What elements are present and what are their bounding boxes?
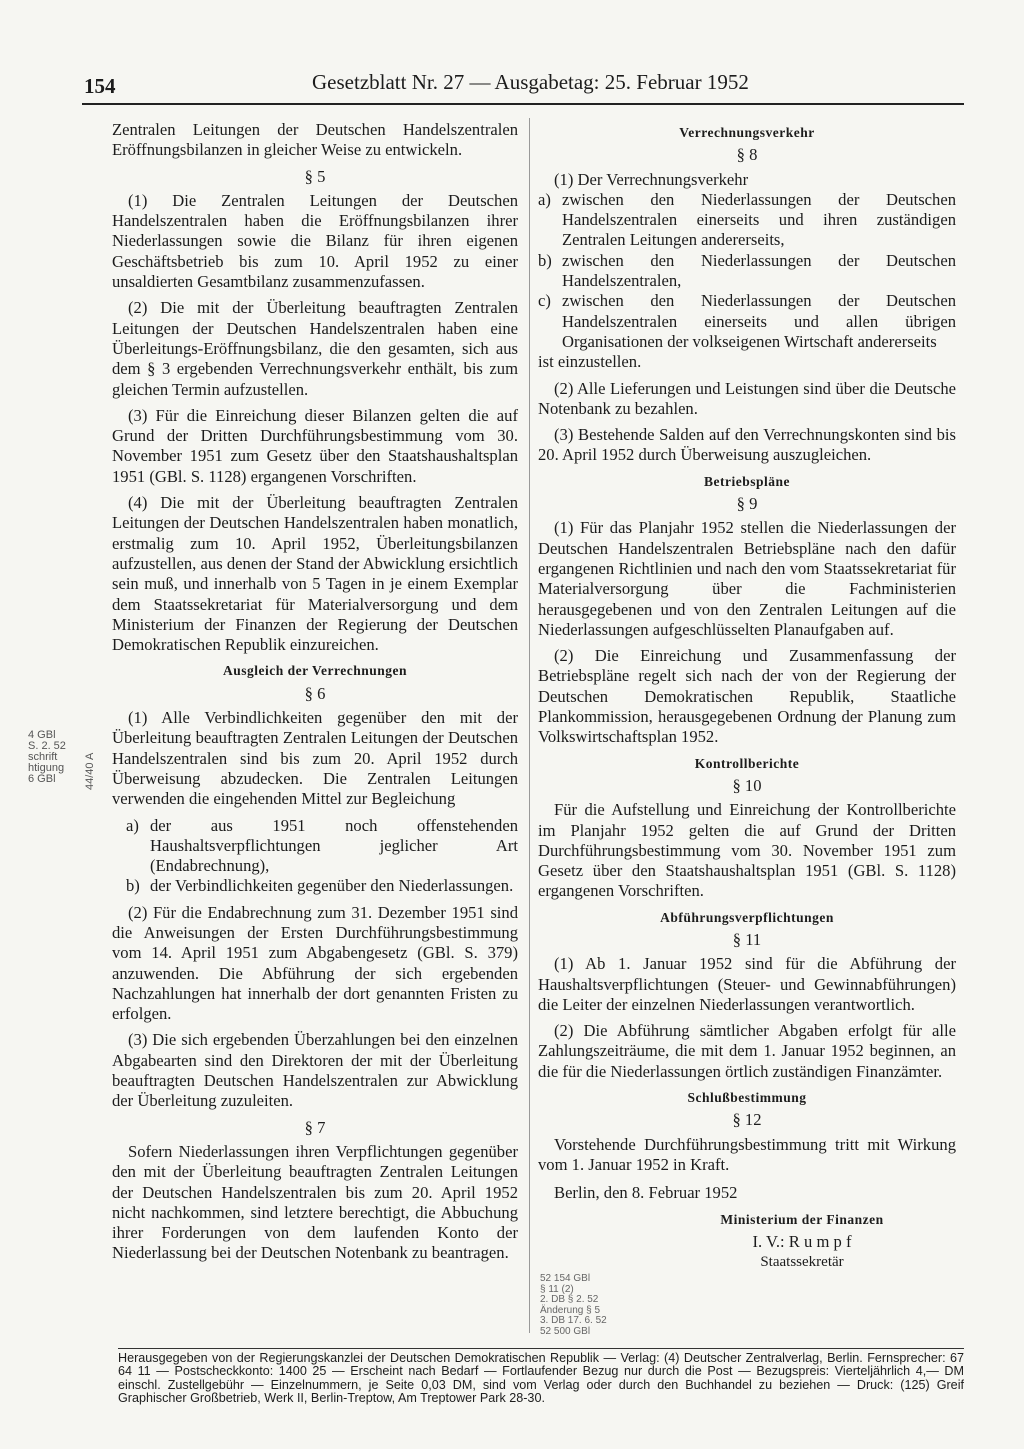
header-rule: [82, 103, 964, 105]
stamp-line: 3. DB 17. 6. 52: [540, 1315, 607, 1326]
list-text: zwischen den Niederlassungen der Deutschen Handelszentralen,: [562, 250, 956, 291]
heading-betriebsplaene: Betriebspläne: [704, 473, 790, 489]
left-column: [112, 120, 518, 1270]
list-text: zwischen den Niederlassungen der Deutschen Handelszentralen einerseits und ihren zuständigen Zentralen Leitungen andererseits,: [562, 189, 956, 250]
ministry-name: Ministerium der Finanzen: [720, 1211, 884, 1227]
section-11-heading: § 11: [732, 929, 762, 949]
section-12-heading: § 12: [732, 1110, 762, 1130]
section-5-heading: § 5: [304, 166, 326, 186]
list-text: zwischen den Niederlassungen der Deutschen Handelszentralen einerseits und allen übrigen Organisationen der volkseigenen Wirtschaft andererseits: [562, 291, 956, 351]
section-8-para-3: (3) Bestehende Salden auf den Verrechnungskonten sind bis 20. April 1952 durch Überweisung auszugleichen.: [538, 425, 956, 465]
list-label: c): [538, 291, 551, 311]
section-12-text: Vorstehende Durchführungsbestimmung tritt mit Wirkung vom 1. Januar 1952 in Kraft.: [538, 1134, 956, 1174]
margin-note-line: 4 GBl: [28, 729, 56, 741]
margin-note-line: schrift: [28, 751, 58, 763]
section-8-heading: § 8: [736, 145, 758, 165]
list-item: [112, 876, 518, 896]
section-5-para-2: (2) Die mit der Überleitung beauftragten Zentralen Leitungen der Deutschen Handelszentralen haben eine Überleitungs-Eröffnungsbilanz, die den gesamten, sich aus dem § 3 ergebenden Verrechnungsverkehr enthält, bis zum gleichen Termin aufzustellen.: [112, 298, 518, 399]
signer-name: I. V.: R u m p f: [752, 1231, 852, 1251]
list-item: [538, 190, 956, 251]
page-header: Gesetzblatt Nr. 27 — Ausgabetag: 25. Februar 1952: [312, 70, 749, 94]
list-label: b): [538, 250, 552, 270]
section-11-para-2: (2) Die Abführung sämtlicher Abgaben erfolgt für alle Zahlungszeiträume, die mit dem 1. Januar 1952 beginnen, an die für die Niederlassungen örtlich zuständigen Finanzämter.: [538, 1021, 956, 1081]
margin-note-line: htigung: [28, 762, 65, 774]
section-5-para-3: (3) Für die Einreichung dieser Bilanzen gelten die auf Grund der Dritten Durchführungsbestimmung vom 30. November 1951 zum Gesetz über den Staatshaushaltsplan 1951 (GBl. S. 1128) ergangenen Vorschriften.: [112, 405, 518, 486]
signer-title: Staatssekretär: [760, 1254, 844, 1271]
section-6-para-1: (1) Alle Verbindlichkeiten gegenüber den mit der Überleitung beauftragten Zentralen Leitungen der Deutschen Handelszentralen sind bis zum 20. April 1952 durch Überweisung abzudecken. Die Zentralen Leitungen verwenden die eingehenden Mittel zur Begleichung: [112, 708, 518, 809]
section-9-para-1: (1) Für das Planjahr 1952 stellen die Niederlassungen der Deutschen Handelszentralen Betriebspläne nach den dafür ergangenen Richtlinien und nach den vom Staatssekretariat für Materialversorgung über die Fachministerien herausgegebenen und von den Zentralen Leitungen auf die Niederlassungen aufgeschlüsselten Planaufgaben auf.: [538, 518, 956, 639]
section-7-text: Sofern Niederlassungen ihren Verpflichtungen gegenüber den mit der Überleitung beauftragten Zentralen Leitungen der Deutschen Handelszentralen bis zum 20. April 1952 nicht nachkommen, sind letztere berechtigt, die Abbuchung ihrer Forderungen von dem laufenden Konto der Niederlassung bei der Deutschen Notenbank zu beantragen.: [112, 1141, 518, 1263]
section-5-para-1: (1) Die Zentralen Leitungen der Deutschen Handelszentralen haben die Eröffnungsbilanzen ihrer Niederlassungen sowie die Bilanz für ihren eigenen Geschäftsbetrieb bis zum 10. April 1952 zu einer unsaldierten Gesamtbilanz zusammenzufassen.: [112, 190, 518, 292]
margin-vertical-note: 44/40 A: [84, 752, 96, 790]
section-8-end: ist einzustellen.: [538, 352, 642, 372]
column-separator: [529, 118, 530, 1333]
stamp-line: 52 154 GBl: [540, 1273, 591, 1284]
section-6-para-2: (2) Für die Endabrechnung zum 31. Dezember 1951 sind die Anweisungen der Ersten Durchführungsbestimmung vom 14. April 1951 zum Abgabengesetz (GBl. S. 379) anzuwenden. Die Abführung der sich ergebenden Nachzahlungen hat innerhalb der dort genannten Fristen zu erfolgen.: [112, 902, 518, 1024]
heading-kontrollberichte: Kontrollberichte: [694, 755, 800, 771]
section-8-para-1: (1) Der Verrechnungsverkehr: [554, 169, 749, 189]
signature-block: [538, 1210, 956, 1273]
list-label: a): [538, 189, 551, 209]
footer-rule: [118, 1348, 964, 1349]
list-label: a): [126, 815, 139, 835]
page-number: 154: [84, 74, 116, 98]
section-8-para-2: (2) Alle Lieferungen und Leistungen sind über die Deutsche Notenbank zu bezahlen.: [538, 378, 956, 418]
section-9-para-2: (2) Die Einreichung und Zusammenfassung der Betriebspläne regelt sich nach der von der Regierung der Deutschen Demokratischen Republik, Staatliche Plankommission, herausgegebenen Ordnung der Planung zum Volkswirtschaftsplan 1952.: [538, 646, 956, 747]
heading-ausgleich: Ausgleich der Verrechnungen: [222, 663, 408, 679]
list-item: [538, 291, 956, 352]
heading-verrechnungsverkehr: Verrechnungsverkehr: [679, 125, 815, 140]
publisher-footer: Herausgegeben von der Regierungskanzlei der Deutschen Demokratischen Republik — Verlag: (4) Deutscher Zentralverlag, Berlin. Fernsprecher: 67 64 11 — Postscheckkonto: 1400 25 — Erscheint nach Bedarf — Fortlaufender Bezug nur durch die Post — Bezugspreis: Vierteljährlich 4,— DM einschl. Zustellgebühr — Einzelnummern, je Seite 0,03 DM, sind vom Verlag oder durch den Buchhandel zu beziehen — Druck: (125) Greif Graphischer Großbetrieb, Werk II, Berlin-Treptow, Am Treptower Park 28-30.: [118, 1351, 964, 1406]
section-5-para-4: (4) Die mit der Überleitung beauftragten Zentralen Leitungen der Deutschen Handelszentralen haben monatlich, erstmalig zum 10. April 1952, Überleitungsbilanzen aufzustellen, aus denen der Stand der Abwicklung ersichtlich sein muß, und innerhalb von 5 Tagen in je einem Exemplar dem Staatssekretariat für Materialversorgung und dem Ministerium der Finanzen der Regierung der Deutschen Demokratischen Republik einzureichen.: [112, 493, 518, 655]
list-text: der Verbindlichkeiten gegenüber den Niederlassungen.: [150, 876, 514, 896]
section-6-para-3: (3) Die sich ergebenden Überzahlungen bei den einzelnen Abgabearten sind den Direktoren der mit der Überleitung beauftragten Deutschen Handelszentralen zur Abwicklung der Überleitung zuzuleiten.: [112, 1030, 518, 1111]
section-9-heading: § 9: [736, 494, 758, 514]
stamp-line: 2. DB § 2. 52: [540, 1294, 599, 1305]
section-7-heading: § 7: [304, 1117, 326, 1137]
intro-text: Zentralen Leitungen der Deutschen Handelszentralen Eröffnungsbilanzen in gleicher Weise zu entwickeln.: [112, 120, 518, 160]
right-column: [538, 120, 956, 1272]
section-10-text: Für die Aufstellung und Einreichung der Kontrollberichte im Planjahr 1952 gelten die auf Grund der Dritten Durchführungsbestimmung vom 30. November 1951 zum Gesetz über den Staatshaushaltsplan 1951 (GBl. S. 1128) ergangenen Vorschriften.: [538, 800, 956, 901]
stamp-line: Änderung § 5: [540, 1304, 601, 1316]
section-6-heading: § 6: [304, 683, 326, 703]
stamp-line: § 11 (2): [540, 1283, 574, 1295]
place-date: Berlin, den 8. Februar 1952: [554, 1183, 738, 1203]
heading-abfuehrung: Abführungsverpflichtungen: [660, 909, 834, 925]
stamp-line: 52 500 GBl: [540, 1325, 591, 1337]
margin-annotation: [28, 730, 66, 785]
section-10-heading: § 10: [732, 775, 762, 795]
margin-note-line: 6 GBl: [28, 773, 56, 785]
heading-schlussbestimmung: Schlußbestimmung: [687, 1090, 807, 1106]
list-item: [538, 251, 956, 292]
list-label: b): [126, 876, 140, 896]
list-text: der aus 1951 noch offenstehenden Haushaltsverpflichtungen jeglicher Art (Endabrechnung),: [150, 815, 518, 876]
margin-note-line: S. 2. 52: [28, 740, 66, 752]
list-item: [112, 816, 518, 877]
amendment-stamp: [540, 1274, 607, 1337]
section-11-para-1: (1) Ab 1. Januar 1952 sind für die Abführung der Haushaltsverpflichtungen (Steuer- und Gewinnabführungen) die Leiter der einzelnen Niederlassungen verantwortlich.: [538, 954, 956, 1014]
